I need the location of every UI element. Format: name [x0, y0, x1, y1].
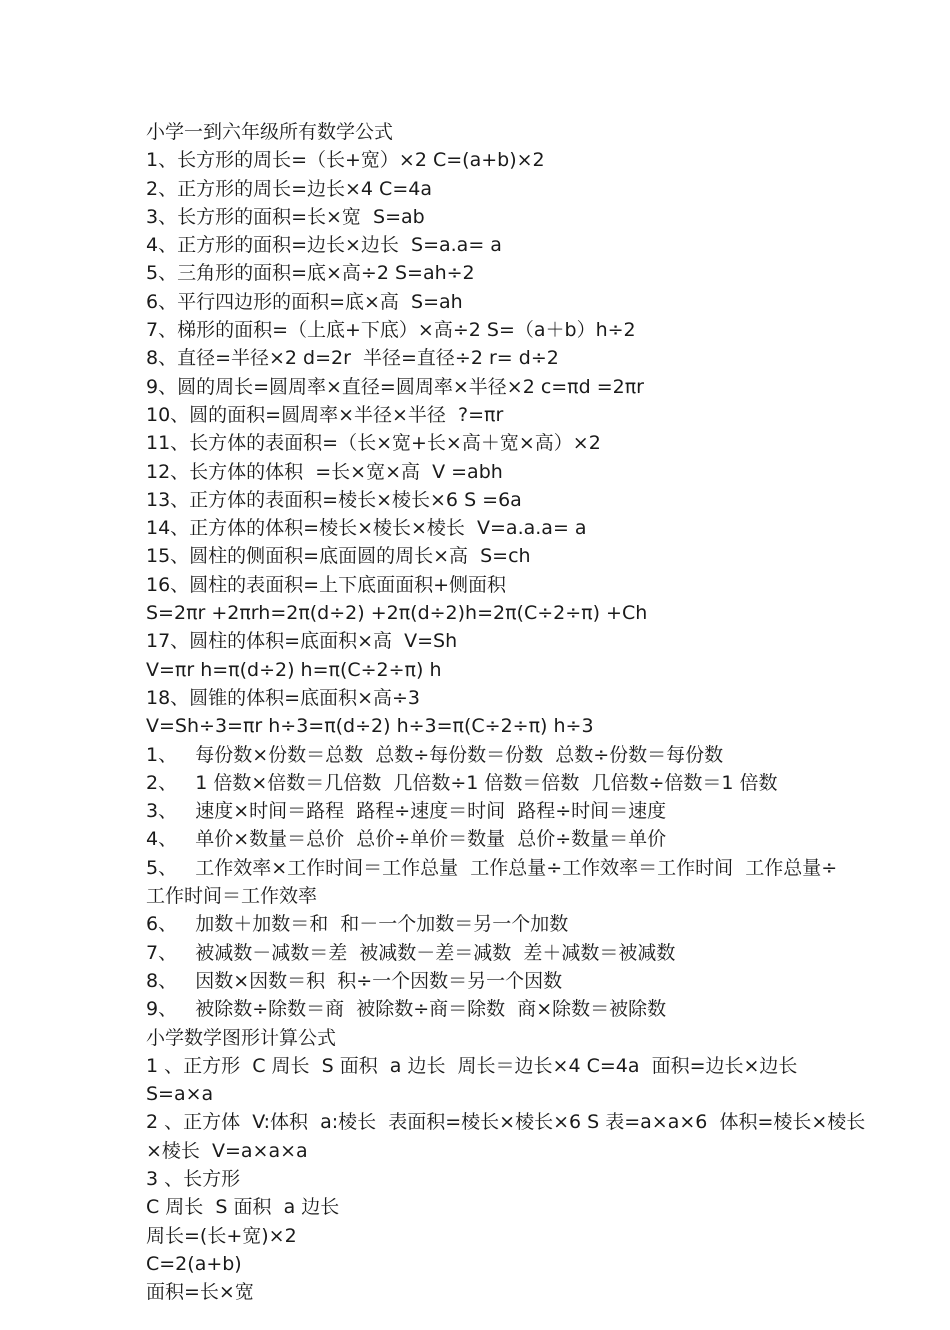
document-line: 1 、正方形 C 周长 S 面积 a 边长 周长＝边长×4 C=4a 面积=边长×边长: [146, 1054, 798, 1077]
document-line: C 周长 S 面积 a 边长: [146, 1196, 340, 1219]
document-line: 7、 被减数－减数＝差 被减数－差＝减数 差＋减数＝被减数: [146, 941, 676, 964]
document-line: 5、三角形的面积=底×高÷2 S=ah÷2: [146, 262, 475, 285]
document-line: 7、梯形的面积=（上底+下底）×高÷2 S=（a＋b）h÷2: [146, 319, 636, 342]
document-line: 工作时间＝工作效率: [146, 885, 318, 908]
document-line: 2、正方形的周长=边长×4 C=4a: [146, 177, 432, 200]
document-line: 1、长方形的周长=（长+宽）×2 C=(a+b)×2: [146, 149, 545, 172]
document-line: 4、正方形的面积=边长×边长 S=a.a= a: [146, 234, 502, 257]
document-line: 9、 被除数÷除数＝商 被除数÷商＝除数 商×除数＝被除数: [146, 998, 667, 1021]
document-line: V=πr h=π(d÷2) h=π(C÷2÷π) h: [146, 658, 442, 681]
document-line: 9、圆的周长=圆周率×直径=圆周率×半径×2 c=πd =2πr: [146, 375, 644, 398]
document-line: C=2(a+b): [146, 1252, 242, 1275]
document-line: 6、平行四边形的面积=底×高 S=ah: [146, 290, 463, 313]
document-line: 8、 因数×因数＝积 积÷一个因数＝另一个因数: [146, 969, 563, 992]
document-line: 12、长方体的体积 =长×宽×高 V =abh: [146, 460, 503, 483]
document-body: [146, 118, 866, 1306]
document-line: 3 、长方形: [146, 1167, 241, 1190]
document-line: 面积=长×宽: [146, 1281, 254, 1304]
document-line: 周长=(长+宽)×2: [146, 1224, 297, 1247]
document-line: 3、 速度×时间＝路程 路程÷速度＝时间 路程÷时间＝速度: [146, 800, 667, 823]
document-line: 11、长方体的表面积=（长×宽+长×高＋宽×高）×2: [146, 432, 601, 455]
document-line: V=Sh÷3=πr h÷3=π(d÷2) h÷3=π(C÷2÷π) h÷3: [146, 715, 594, 738]
document-line: 18、圆锥的体积=底面积×高÷3: [146, 686, 421, 709]
document-line: 5、 工作效率×工作时间＝工作总量 工作总量÷工作效率＝工作时间 工作总量÷: [146, 856, 838, 879]
document-line: 1、 每份数×份数＝总数 总数÷每份数＝份数 总数÷份数＝每份数: [146, 743, 724, 766]
document-line: S=a×a: [146, 1083, 214, 1106]
document-line: 3、长方形的面积=长×宽 S=ab: [146, 205, 425, 228]
document-line: 6、 加数＋加数＝和 和－一个加数＝另一个加数: [146, 913, 569, 936]
document-line: 8、直径=半径×2 d=2r 半径=直径÷2 r= d÷2: [146, 347, 559, 370]
document-line: 小学数学图形计算公式: [146, 1026, 337, 1049]
document-line: 15、圆柱的侧面积=底面圆的周长×高 S=ch: [146, 545, 531, 568]
document-line: 16、圆柱的表面积=上下底面面积+侧面积: [146, 573, 507, 596]
document-line: 小学一到六年级所有数学公式: [146, 121, 394, 143]
document-line: 4、 单价×数量＝总价 总价÷单价＝数量 总价÷数量＝单价: [146, 828, 667, 851]
document-line: 10、圆的面积=圆周率×半径×半径 ?=πr: [146, 403, 504, 426]
document-line: 2、 1 倍数×倍数＝几倍数 几倍数÷1 倍数＝倍数 几倍数÷倍数＝1 倍数: [146, 771, 778, 794]
document-line: 13、正方体的表面积=棱长×棱长×6 S =6a: [146, 488, 522, 511]
document-line: 17、圆柱的体积=底面积×高 V=Sh: [146, 630, 458, 653]
document-line: 14、正方体的体积=棱长×棱长×棱长 V=a.a.a= a: [146, 517, 587, 540]
document-line: 2 、正方体 V:体积 a:棱长 表面积=棱长×棱长×6 S 表=a×a×6 体积=棱长×棱长: [146, 1111, 866, 1134]
document-line: S=2πr +2πrh=2π(d÷2) +2π(d÷2)h=2π(C÷2÷π) +Ch: [146, 602, 648, 625]
document-line: ×棱长 V=a×a×a: [146, 1139, 308, 1162]
